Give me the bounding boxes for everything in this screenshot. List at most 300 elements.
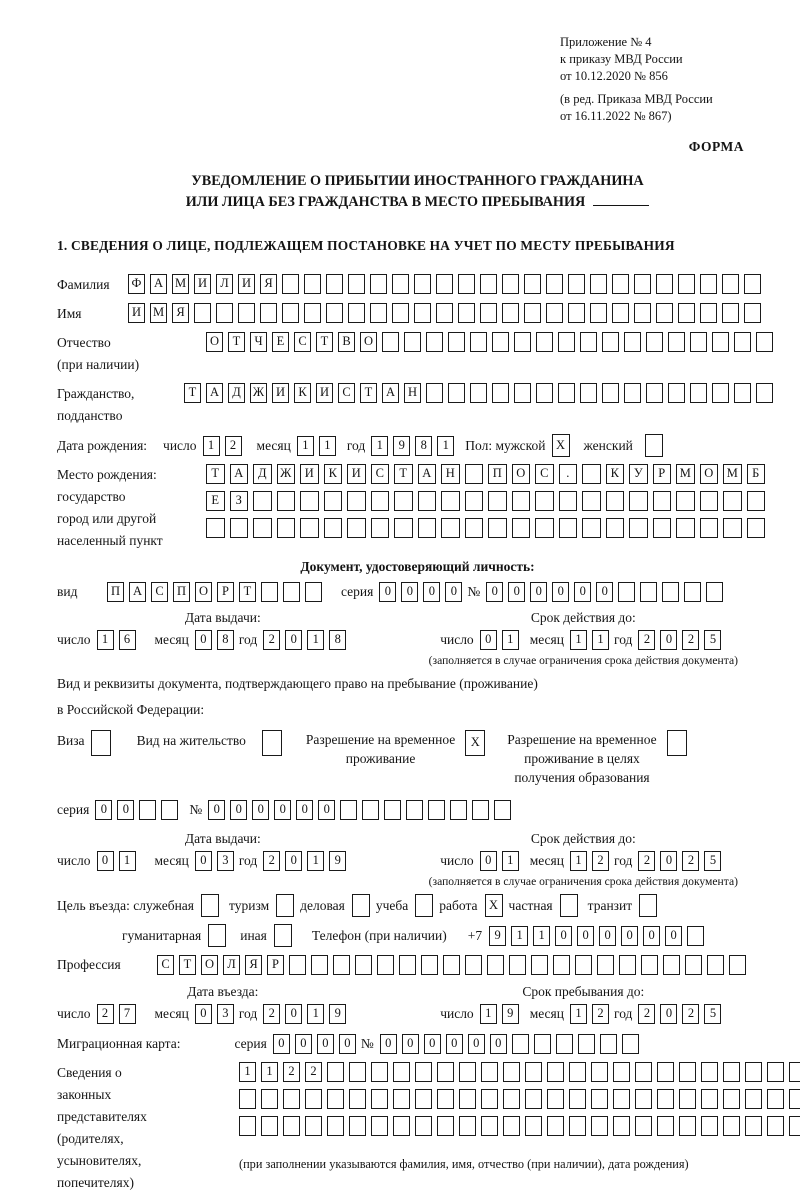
form-cell [606,518,625,538]
birth-year-cells [371,436,459,456]
form-cell: М [723,464,742,484]
month-label: месяц [256,437,291,453]
form-cell [547,1062,564,1082]
form-cell [547,1089,564,1109]
form-cell: 9 [502,1004,519,1024]
res-issue-col [57,831,389,888]
month-label: месяц [529,632,564,647]
form-cell: 2 [682,1004,699,1024]
res-valid-col [389,831,778,888]
form-cell: 1 [570,1004,587,1024]
form-cell: 0 [468,1034,485,1054]
form-cell [591,1116,608,1136]
form-cell [534,1034,551,1054]
form-cell: 2 [305,1062,322,1082]
identity-doc-row [57,581,778,603]
form-cell [744,274,761,294]
form-cell [459,1062,476,1082]
birth-date-row [57,434,778,457]
form-cell [734,383,751,403]
form-cell [700,303,717,323]
purpose-row-2 [122,924,778,947]
birthplace-label: Место рождения: государство город или другой населенный пункт [57,467,163,548]
form-cell: 2 [638,1004,655,1024]
form-cell [712,383,729,403]
title-line-1: УВЕДОМЛЕНИЕ О ПРИБЫТИИ ИНОСТРАННОГО ГРАЖДАНИНА [191,173,644,189]
form-cell: 0 [530,582,547,602]
form-cell [414,303,431,323]
form-cell [503,1062,520,1082]
form-cell [459,1089,476,1109]
form-cell [619,955,636,975]
form-cell: С [294,332,311,352]
form-cell [382,332,399,352]
month-label: месяц [154,853,189,868]
form-cell [580,383,597,403]
form-cell: 0 [660,851,677,871]
residence-permit-option [137,730,282,756]
form-cell [524,303,541,323]
form-cell [283,1089,300,1109]
form-cell: 9 [329,1004,346,1024]
form-cell [371,1089,388,1109]
form-cell [591,1089,608,1109]
form-cell [568,274,585,294]
form-cell [300,518,319,538]
form-cell [216,303,233,323]
migration-card-label: Миграционная карта: [57,1036,181,1051]
form-cell [324,491,343,511]
phone-cells [489,926,709,946]
form-cell [531,955,548,975]
form-cell [305,582,322,602]
form-cell: 0 [317,1034,334,1054]
birthplace-row2-cells [206,491,770,511]
form-cell [575,955,592,975]
form-cell [327,1116,344,1136]
res-series-cells [95,800,183,820]
citizenship-label: Гражданство, подданство [57,386,135,423]
form-cell [706,582,723,602]
form-cell [546,274,563,294]
patronymic-cells [206,332,778,352]
form-cell: Л [216,274,233,294]
form-cell: 1 [97,630,114,650]
title-blank-underline [593,192,649,206]
residence-doc-series-row [57,799,778,821]
form-cell [723,1062,740,1082]
form-cell [261,582,278,602]
form-cell [355,955,372,975]
form-cell [283,582,300,602]
form-cell: Т [316,332,333,352]
form-cell [789,1062,800,1082]
form-cell: И [300,464,319,484]
entry-year-cells [263,1004,351,1024]
form-cell [679,1089,696,1109]
doc-series-label: серия [341,584,374,599]
form-cell [679,1062,696,1082]
profession-cells [157,955,751,975]
appendix-line: к приказу МВД России [560,52,683,66]
identity-doc-heading: Документ, удостоверяющий личность: [300,559,535,574]
form-cell [392,303,409,323]
legal-reps-note: (при заполнении указываются фамилия, имя, отчество (при наличии), дата рождения) [239,1157,689,1171]
doc-valid-year-cells [638,630,726,650]
form-cell: 0 [295,1034,312,1054]
form-cell: 5 [704,851,721,871]
form-cell [305,1089,322,1109]
form-cell [436,274,453,294]
form-cell [525,1062,542,1082]
purpose-business-checkbox [352,894,370,917]
form-cell [685,955,702,975]
stay-day-cells [480,1004,524,1024]
form-cell [629,491,648,511]
issue-date-header: Дата выдачи: [184,831,261,846]
form-cell [525,1089,542,1109]
form-cell [384,800,401,820]
form-cell [326,274,343,294]
form-cell [722,303,739,323]
form-cell [767,1089,784,1109]
month-label: месяц [154,632,189,647]
legal-reps-row1-cells [239,1062,800,1082]
form-cell: 0 [285,851,302,871]
form-cell [723,1116,740,1136]
form-cell: 3 [217,851,234,871]
form-cell [394,518,413,538]
form-cell: 0 [274,800,291,820]
form-cell: А [382,383,399,403]
form-cell: А [129,582,146,602]
doc-kind-cells [107,582,327,602]
form-cell [700,491,719,511]
form-cell [536,383,553,403]
transit-label: транзит [587,898,633,913]
form-cell [348,274,365,294]
form-cell: И [128,303,145,323]
form-cell [91,730,111,756]
form-cell: 2 [263,630,280,650]
form-cell: 3 [217,1004,234,1024]
legal-reps-cells-block [239,1062,800,1172]
form-cell: К [294,383,311,403]
form-cell: 0 [643,926,660,946]
form-cell [502,274,519,294]
form-cell [712,332,729,352]
form-cell: З [230,491,249,511]
res-number-cells [208,800,516,820]
form-cell [687,926,704,946]
appendix-note-line: (в ред. Приказа МВД России [560,92,713,106]
given-name-label: Имя [57,306,82,321]
form-cell [690,332,707,352]
section-1-heading: 1. СВЕДЕНИЯ О ЛИЦЕ, ПОДЛЕЖАЩЕМ ПОСТАНОВКЕ НА УЧЕТ ПО МЕСТУ ПРЕБЫВАНИЯ [57,238,675,253]
form-cell: 0 [480,851,497,871]
legal-reps-row3-cells [239,1116,800,1136]
form-cell [208,924,226,947]
form-cell: Л [223,955,240,975]
form-cell [347,491,366,511]
form-cell [618,582,635,602]
form-cell: 2 [263,1004,280,1024]
gender-female-label: женский [583,437,633,453]
form-cell [340,800,357,820]
form-cell [662,582,679,602]
form-cell: О [700,464,719,484]
form-cell [559,491,578,511]
form-cell [512,491,531,511]
purpose-transit-checkbox [639,894,657,917]
form-cell [492,383,509,403]
form-cell: М [172,274,189,294]
form-cell [512,1034,529,1054]
form-cell [253,491,272,511]
form-cell [333,955,350,975]
form-cell: 0 [552,582,569,602]
form-cell [414,274,431,294]
form-cell: 0 [195,1004,212,1024]
birth-date-label: Дата рождения: [57,437,148,453]
form-cell: 9 [393,436,410,456]
form-cell [744,303,761,323]
form-cell [230,518,249,538]
form-cell [201,894,219,917]
form-cell [667,730,687,756]
form-cell [421,955,438,975]
form-cell [613,1116,630,1136]
form-cell: 0 [339,1034,356,1054]
form-cell [274,924,292,947]
res-series-label: серия [57,802,90,817]
form-cell: Я [172,303,189,323]
day-label: число [57,632,91,647]
purpose-official-checkbox [201,894,219,917]
doc-number-sign: № [467,584,481,599]
visa-label: Виза [57,733,85,748]
surname-label: Фамилия [57,277,110,292]
form-cell [684,582,701,602]
form-cell [239,1089,256,1109]
form-cell: П [173,582,190,602]
other-label: иная [240,928,267,943]
temp-residence-option [306,730,485,768]
form-cell [634,274,651,294]
form-cell [582,518,601,538]
form-cell [678,303,695,323]
form-cell [406,800,423,820]
form-cell: 2 [592,851,609,871]
tourism-label: туризм [229,898,270,913]
form-cell [347,518,366,538]
birthplace-row [57,464,778,552]
form-cell: 0 [446,1034,463,1054]
form-cell [415,1116,432,1136]
form-cell [300,491,319,511]
form-cell [653,491,672,511]
entry-day-cells [97,1004,141,1024]
mig-number-cells [380,1034,644,1054]
form-cell [663,955,680,975]
day-label: число [163,437,197,453]
form-cell [349,1089,366,1109]
title-line-2: ИЛИ ЛИЦА БЕЗ ГРАЖДАНСТВА В МЕСТО ПРЕБЫВАНИЯ [57,192,778,213]
humanitarian-label: гуманитарная [122,928,202,943]
form-cell: А [418,464,437,484]
form-cell: Р [217,582,234,602]
form-cell: У [629,464,648,484]
form-cell [370,274,387,294]
form-cell [622,1034,639,1054]
form-cell: 8 [329,630,346,650]
year-label: год [238,632,258,647]
birth-day-cells [203,436,247,456]
form-cell [514,332,531,352]
doc-valid-col [389,610,778,667]
citizenship-cells [184,383,778,403]
form-cell [640,582,657,602]
temp-residence-checkbox [465,730,485,756]
form-cell: А [206,383,223,403]
form-cell: С [371,464,390,484]
form-cell: 0 [480,630,497,650]
doc-valid-month-cells [570,630,614,650]
form-cell [569,1062,586,1082]
form-cell [676,491,695,511]
valid-note: (заполняется в случае ограничения срока действия документа) [428,875,738,888]
form-cell [597,955,614,975]
form-cell [394,491,413,511]
form-cell [635,1089,652,1109]
form-cell [678,274,695,294]
form-cell [578,1034,595,1054]
form-cell [283,1116,300,1136]
form-cell [428,800,445,820]
form-cell [494,800,511,820]
visa-checkbox [91,730,111,756]
form-cell [602,332,619,352]
res-number-sign: № [189,802,203,817]
form-cell [465,955,482,975]
form-cell: Е [272,332,289,352]
form-cell [635,1062,652,1082]
form-cell [701,1089,718,1109]
purpose-private-checkbox [560,894,578,917]
form-cell [371,1116,388,1136]
form-cell [362,800,379,820]
form-cell [465,491,484,511]
form-cell [194,303,211,323]
form-cell [289,955,306,975]
form-cell: X [485,894,503,917]
form-cell: С [535,464,554,484]
appendix-line: Приложение № 4 [560,35,652,49]
form-cell [277,491,296,511]
month-label: месяц [154,1006,189,1021]
form-cell [426,332,443,352]
form-cell: 1 [307,1004,324,1024]
residence-doc-line-2: в Российской Федерации: [57,702,205,717]
mig-series-label: серия [234,1036,267,1051]
form-cell [448,332,465,352]
given-name-cells [128,303,766,323]
form-cell [590,274,607,294]
form-cell [261,1089,278,1109]
residence-doc-line-1: Вид и реквизиты документа, подтверждающего право на пребывание (проживание) [57,676,538,691]
form-cell: М [150,303,167,323]
doc-issue-year-cells [263,630,351,650]
form-cell [635,1116,652,1136]
doc-series-cells [379,582,467,602]
form-cell [657,1116,674,1136]
private-label: частная [508,898,553,913]
form-cell: П [488,464,507,484]
form-cell: 0 [380,1034,397,1054]
form-cell: Т [184,383,201,403]
form-cell: 8 [217,630,234,650]
surname-cells [128,274,766,294]
form-cell: 0 [596,582,613,602]
residence-permit-label: Вид на жительство [136,733,246,748]
form-cell: А [230,464,249,484]
form-cell: 2 [682,851,699,871]
given-name-row [57,303,778,325]
form-cell [437,1062,454,1082]
form-cell: 5 [704,630,721,650]
form-cell: 0 [117,800,134,820]
residence-permit-checkbox [262,730,282,756]
form-cell [282,303,299,323]
form-cell: 2 [592,1004,609,1024]
form-cell: 1 [511,926,528,946]
form-cell [502,303,519,323]
form-cell: А [150,274,167,294]
form-cell [305,1116,322,1136]
form-cell [756,383,773,403]
form-cell: И [347,464,366,484]
form-cell: 1 [570,851,587,871]
form-cell [723,1089,740,1109]
entry-date-header: Дата въезда: [187,984,259,999]
form-cell: X [552,434,570,457]
form-cell [582,491,601,511]
form-cell [311,955,328,975]
form-cell [418,491,437,511]
form-cell: 0 [577,926,594,946]
form-cell [481,1062,498,1082]
form-cell [535,491,554,511]
work-label: работа [439,898,478,913]
legal-reps-label: Сведения о законных представителях (родителях, усыновителях, попечителях) [57,1065,147,1190]
month-label: месяц [529,1006,564,1021]
form-cell [789,1116,800,1136]
valid-note: (заполняется в случае ограничения срока действия документа) [428,654,738,667]
form-cell [745,1116,762,1136]
form-cell [262,730,282,756]
purpose-study-checkbox [415,894,433,917]
form-cell: 7 [119,1004,136,1024]
form-cell: 0 [508,582,525,602]
gender-female-checkbox [645,434,663,457]
form-cell [327,1062,344,1082]
year-label: год [614,632,633,647]
document-title [57,171,778,213]
form-cell: И [238,274,255,294]
form-cell: 8 [415,436,432,456]
form-cell [352,894,370,917]
year-label: год [346,437,366,453]
